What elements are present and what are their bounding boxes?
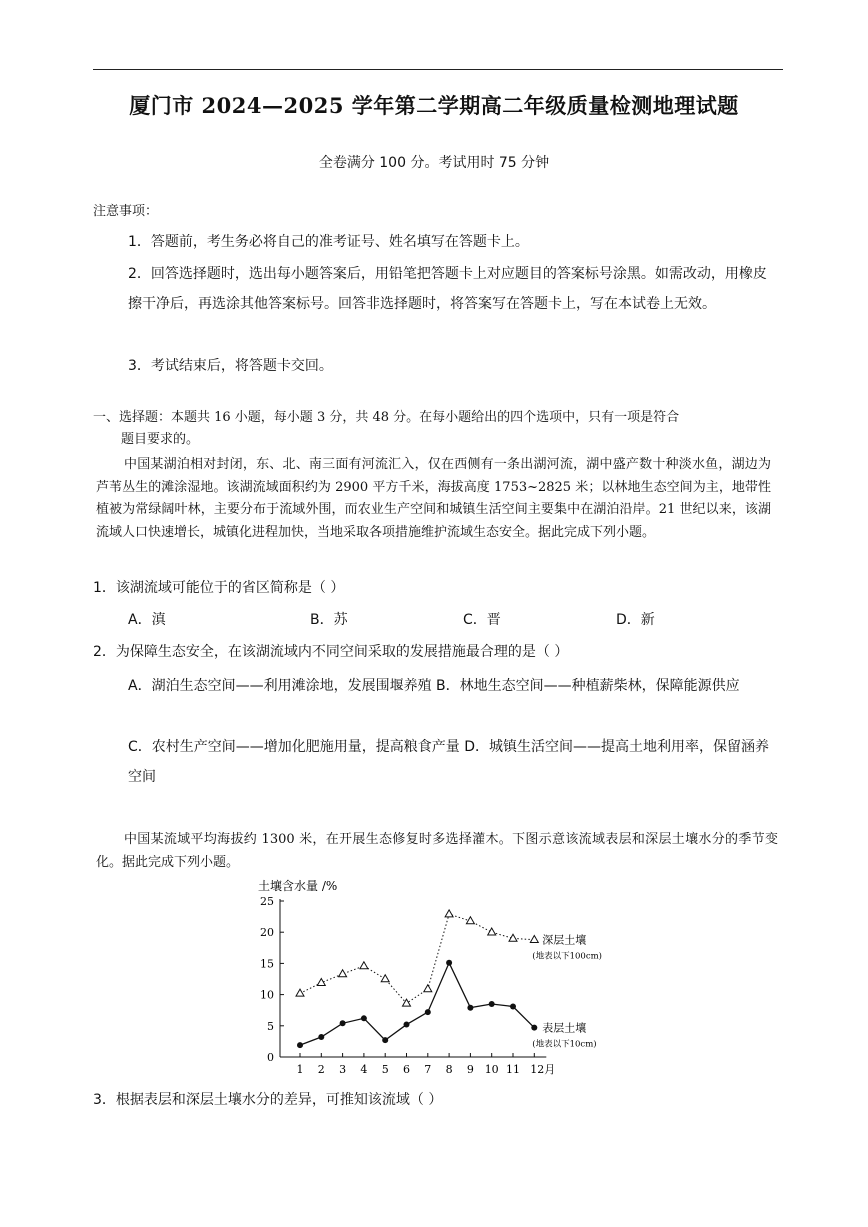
x-tick-label: 6 xyxy=(403,1063,410,1076)
q2-options-cd: C．农村生产空间——增加化肥施用量，提高粮食产量 D．城镇生活空间——提高土地利用率，保留涵养空间 xyxy=(128,739,770,785)
question-1-stem: 1．该湖流域可能位于的省区简称是（ ） xyxy=(93,580,345,596)
surface-soil-point xyxy=(382,1037,388,1043)
surface-soil-point xyxy=(297,1042,303,1048)
surface-soil-point xyxy=(404,1022,410,1028)
x-tick-label: 5 xyxy=(381,1063,389,1076)
legend-label-surface: 表层土壤 xyxy=(542,1021,587,1035)
deep-soil-point xyxy=(445,910,453,917)
q1-option-a: A．滇 xyxy=(128,612,166,628)
surface-soil-point xyxy=(361,1015,367,1021)
surface-soil-point xyxy=(446,960,452,966)
x-tick-label: 8 xyxy=(445,1063,453,1076)
q2-options-ab: A．湖泊生态空间——利用滩涂地，发展围堰养殖 B．林地生态空间——种植薪柴林，保障能源供应 xyxy=(128,678,740,694)
y-tick-label: 10 xyxy=(260,988,274,1002)
note-item-3: 3．考试结束后，将答题卡交回。 xyxy=(128,358,333,374)
surface-soil-point xyxy=(318,1034,324,1040)
x-tick-label: 10 xyxy=(484,1063,499,1076)
chart-y-axis-label: 土壤含水量 /% xyxy=(258,879,338,893)
y-tick-label: 20 xyxy=(260,926,274,940)
note-item-2 xyxy=(128,259,778,319)
surface-soil-point xyxy=(425,1009,431,1015)
deep-soil-point xyxy=(488,928,496,935)
q1-option-b: B．苏 xyxy=(310,612,348,628)
top-rule xyxy=(93,69,783,70)
y-tick-label: 5 xyxy=(267,1019,274,1033)
passage-2: 中国某流域平均海拔约 1300 米，在开展生态修复时多选择灌木。下图示意该流域表层和深层土壤水分的季节变化。据此完成下列小题。 xyxy=(96,832,778,870)
section-heading-line2: 题目要求的。 xyxy=(121,432,200,447)
question-3-stem: 3．根据表层和深层土壤水分的差异，可推知该流域（ ） xyxy=(93,1092,443,1108)
deep-soil-point xyxy=(381,975,389,982)
surface-soil-point xyxy=(510,1003,516,1009)
x-tick-label: 9 xyxy=(466,1063,474,1076)
deep-soil-point xyxy=(360,962,368,969)
passage-1: 中国某湖泊相对封闭，东、北、南三面有河流汇入，仅在西侧有一条出湖河流，湖中盛产数十种淡水鱼，湖边为芦苇丛生的滩涂湿地。该湖流域面积约为 2900 平方千米，海拔高度 1753~2825 米；以林地生态空间为主，地带性植被为常绿阔叶林，主要分布于流域外围，而农业生产空间和城镇生活空间主要集中在湖泊沿岸。21 世纪以来，该湖流域人口快速增长，城镇化进程加快，当地采取各项措施维护流域生态安全。据此完成下列小题。 xyxy=(96,457,771,540)
surface-soil-point xyxy=(531,1025,537,1031)
section-heading-line1: 一、选择题：本题共 16 小题，每小题 3 分，共 48 分。在每小题给出的四个选项中，只有一项是符合 xyxy=(93,410,680,425)
legend-note-surface: (地表以下10cm) xyxy=(532,1039,597,1050)
x-tick-label: 7 xyxy=(424,1063,432,1076)
deep-soil-point xyxy=(296,989,304,996)
y-tick-label: 15 xyxy=(260,957,274,971)
chart-series-lines xyxy=(300,914,534,1045)
surface-soil-point xyxy=(489,1001,495,1007)
x-tick-label: 2 xyxy=(317,1063,325,1076)
soil-moisture-chart xyxy=(250,874,630,1084)
surface-soil-point xyxy=(340,1020,346,1026)
x-tick-label: 3 xyxy=(339,1063,347,1076)
legend-note-deep: (地表以下100cm) xyxy=(532,951,602,962)
chart-legend xyxy=(532,933,602,1050)
notes-heading: 注意事项： xyxy=(93,204,159,219)
q1-option-c: C．晋 xyxy=(463,612,501,628)
series-line-deep xyxy=(300,914,534,1003)
x-tick-label: 4 xyxy=(360,1063,368,1076)
y-tick-label: 25 xyxy=(260,895,274,908)
surface-soil-point xyxy=(467,1005,473,1011)
series-line-surface xyxy=(300,963,534,1045)
deep-soil-point xyxy=(466,917,474,924)
note-item-2-text: 2．回答选择题时，选出每小题答案后，用铅笔把答题卡上对应题目的答案标号涂黑。如需改动，用橡皮擦干净后，再选涂其他答案标号。回答非选择题时，将答案写在答题卡上，写在本试卷上无效。 xyxy=(128,266,767,312)
x-tick-label: 1 xyxy=(296,1063,304,1076)
x-tick-label: 12月 xyxy=(530,1063,556,1076)
note-item-1: 1．答题前，考生务必将自己的准考证号、姓名填写在答题卡上。 xyxy=(128,234,529,250)
chart-axes xyxy=(280,899,546,1057)
chart-x-ticks xyxy=(297,1053,556,1076)
y-tick-label: 0 xyxy=(267,1051,274,1064)
exam-subtitle: 全卷满分 100 分。考试用时 75 分钟 xyxy=(318,155,550,171)
legend-label-deep: 深层土壤 xyxy=(542,933,587,947)
deep-soil-point xyxy=(530,935,538,942)
exam-title: 厦门市 2024—2025 学年第二学期高二年级质量检测地理试题 xyxy=(129,93,739,118)
deep-soil-point xyxy=(339,970,347,977)
deep-soil-point xyxy=(424,985,432,992)
x-tick-label: 11 xyxy=(506,1063,520,1076)
q1-option-d: D．新 xyxy=(616,612,655,628)
question-2-stem: 2．为保障生态安全，在该湖流域内不同空间采取的发展措施最合理的是（ ） xyxy=(93,644,569,660)
chart-series-points xyxy=(296,910,538,1048)
